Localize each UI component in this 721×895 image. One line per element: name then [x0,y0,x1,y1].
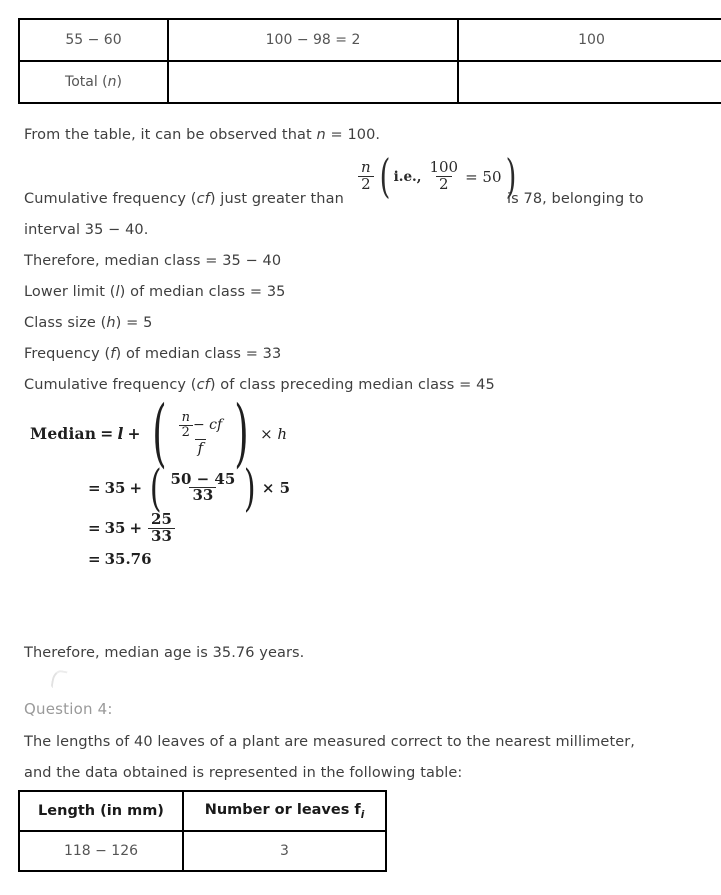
conclusion-line: Therefore, median age is 35.76 years. [24,645,305,661]
median-result-value: 35.76 [104,550,152,569]
leaf-length-table [18,790,387,872]
median-fraction-denominator-f: f [195,439,207,457]
frequency-line: Frequency (f) of median class = 33 [24,346,282,362]
equals-sign-3: = [88,519,101,538]
header-length: Length (in mm) [19,791,183,831]
fraction-numerator-100: 100 [429,158,459,177]
equation-row-simplified [88,509,290,545]
lower-limit-line: Lower limit (l) of median class = 35 [24,284,286,300]
value-35-row3: 35 [104,519,126,538]
inner-numerator-n: n [181,409,190,425]
table-row [19,19,721,61]
open-paren-icon: ( [379,149,391,203]
denominator-33-row2: 33 [189,487,216,504]
open-paren-tall-icon: ( [151,390,167,476]
question-text-line-2: and the data obtained is represented in the following table: [24,765,463,781]
table-row [19,831,386,871]
equals-sign-4: = [88,550,101,569]
ie-label: i.e., [393,168,422,185]
denominator-33-row3: 33 [148,528,175,545]
n-over-2-inner [179,411,193,439]
open-paren-icon-2: ( [149,458,162,517]
class-size-line: Class size (h) = 5 [24,315,153,331]
equation-row-result [88,550,290,568]
cumulative-frequency-suffix: is 78, belonging to [507,191,644,207]
close-paren-tall-icon: ) [234,390,249,476]
close-paren-icon-2: ) [244,458,256,517]
median-main-fraction [176,411,226,457]
times-5-term: × 5 [261,478,291,497]
inner-denominator-2: 2 [179,425,193,440]
cell-total-frequency [168,61,458,103]
header-subscript-i: i [360,808,365,821]
cell-total-label [19,61,168,103]
table-header-row [19,791,386,831]
fraction-numerator-n: n [361,158,371,177]
plus-sign-2: + [129,478,143,497]
header-number-of-leaves [183,791,386,831]
median-label: Median [30,424,97,444]
cumulative-frequency-second-line: interval 35 − 40. [24,222,149,238]
fifty-minus-45-over-33 [168,469,239,505]
header-number-of-leaves-text: Number or leaves f [204,801,361,818]
frequency-distribution-table-top [18,18,721,104]
cell-total-cumulative [458,61,721,103]
table-row [19,61,721,103]
question-heading: Question 4: [24,700,113,718]
minus-cf-term: − cf [192,417,223,434]
inline-fraction-expression [356,149,519,203]
median-equation-block [30,390,291,574]
scan-artifact-mark [50,669,67,690]
fraction-denominator-2: 2 [358,176,374,193]
plus-sign-1: + [127,424,141,444]
equation-row-formula [30,390,290,476]
hundred-over-2-fraction [426,160,461,193]
cumulative-frequency-prefix: Cumulative frequency (cf) just greater than [24,191,344,207]
total-label-text: Total (n) [65,74,122,90]
value-35-row2: 35 [104,478,126,497]
equals-sign-1: = [100,424,114,444]
times-h-term: × h [260,424,288,443]
cell-class-interval: 55 − 60 [19,19,168,61]
median-class-line: Therefore, median class = 35 − 40 [24,253,282,269]
plus-sign-3: + [129,519,143,538]
equation-row-substituted [88,458,291,517]
question-text-line-1: The lengths of 40 leaves of a plant are measured correct to the nearest millimeter, [24,734,636,750]
cumulative-frequency-preceding-line: Cumulative frequency (cf) of class preceding median class = 45 [24,377,495,393]
n-over-2-fraction [358,160,374,193]
equals-sign-2: = [88,478,101,497]
cell-leaf-count: 3 [183,831,386,871]
fraction-denominator-2b: 2 [436,176,452,193]
observation-line: From the table, it can be observed that n = 100. [24,127,381,143]
numerator-25: 25 [151,509,172,528]
equals-fifty: = 50 [465,167,502,186]
median-fraction-numerator [176,411,226,439]
lower-limit-symbol: l [117,424,124,444]
close-paren-icon: ) [505,149,516,203]
cell-cumulative-frequency: 100 [458,19,721,61]
cell-length-range: 118 − 126 [19,831,183,871]
cell-frequency: 100 − 98 = 2 [168,19,458,61]
numerator-50-minus-45: 50 − 45 [170,469,236,488]
